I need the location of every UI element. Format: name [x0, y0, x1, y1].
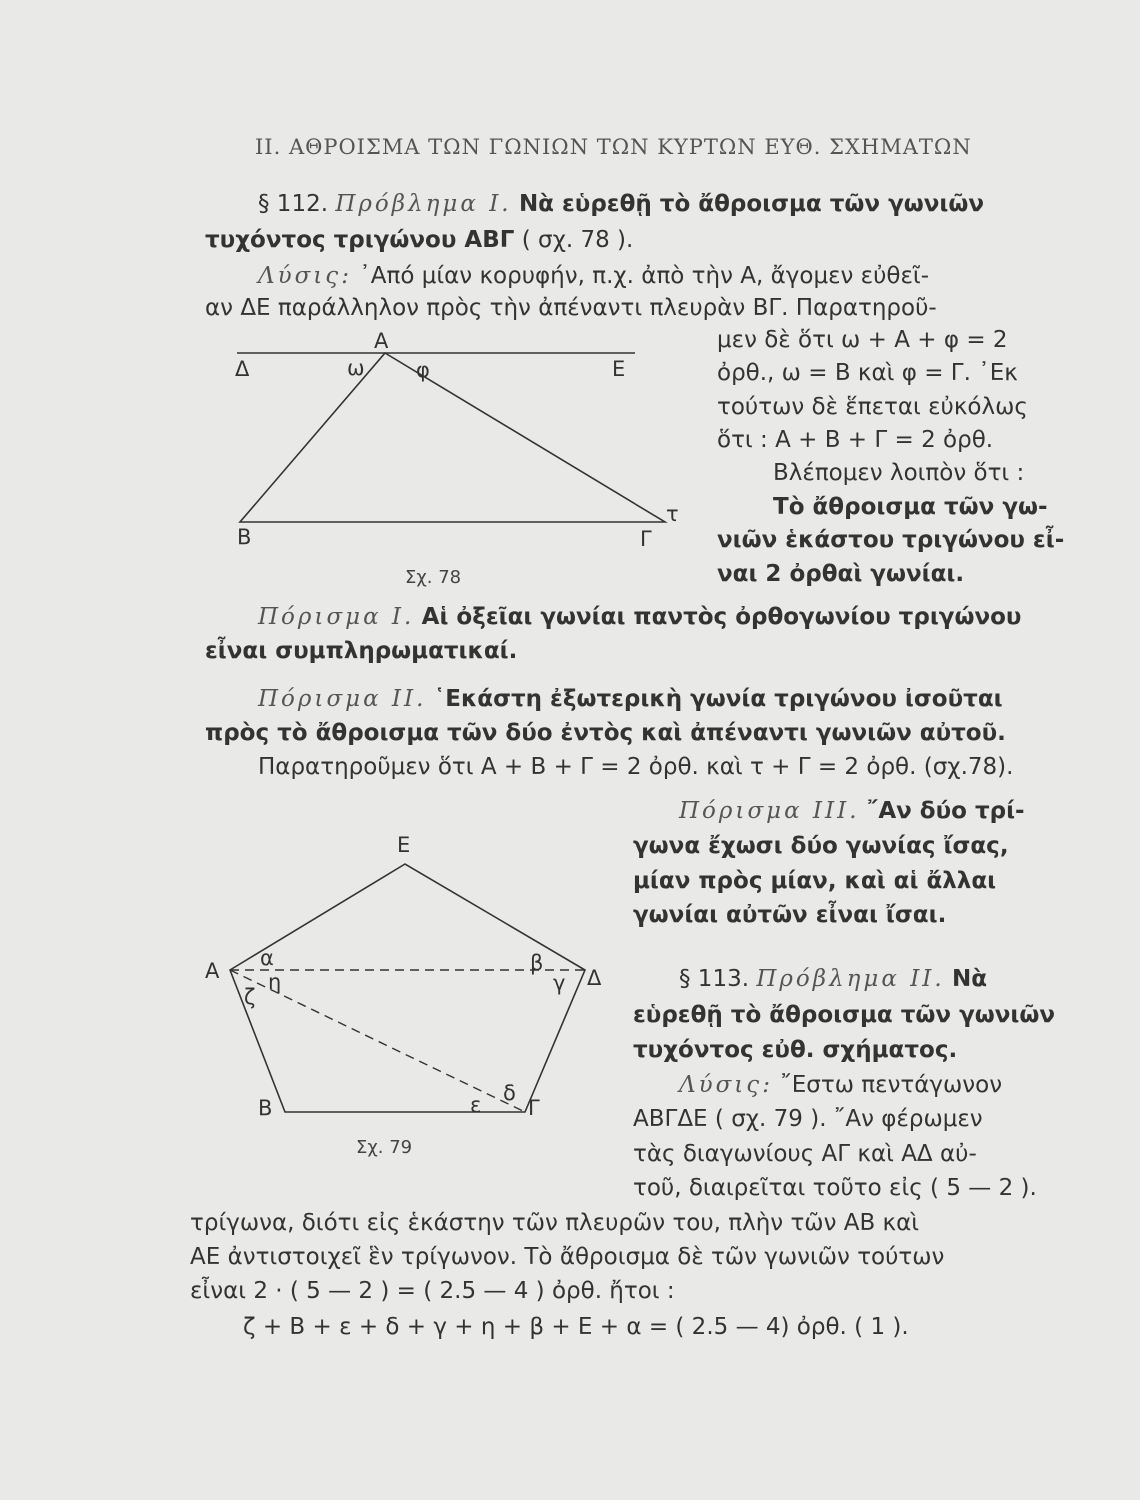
corollary-label: Πόρισμα II.	[258, 686, 427, 712]
fig79-vertex-a: Α	[205, 959, 220, 983]
solution-113-line-2: ΑΒΓΔΕ ( σχ. 79 ). ῎Αν φέρωμεν	[633, 1106, 983, 1132]
problem-113-line-2: εὑρεθῇ τὸ ἄθροισμα τῶν γωνιῶν	[633, 1002, 1056, 1028]
section-113-heading	[679, 962, 987, 997]
solution-right-4: ὅτι : Α + Β + Γ = 2 ὀρθ.	[717, 427, 994, 453]
solution-113-line-6: ΑΕ ἀντιστοιχεῖ ἓν τρίγωνον. Τὸ ἄθροισμα δὲ τῶν γωνιῶν τούτων	[190, 1244, 945, 1270]
corollary-1-line-1	[258, 600, 1021, 635]
solution-text: ᾿Από μίαν κορυφήν, π.χ. ἀπὸ τὴν Α, ἄγομεν εὐθεῖ-	[359, 263, 930, 289]
fig79-vertex-d: Δ	[587, 966, 602, 990]
fig78-point-e: Ε	[612, 357, 626, 381]
section-number: § 112.	[258, 191, 329, 217]
solution-113-line-1	[679, 1068, 1002, 1103]
theorem-line-1: Τὸ ἄθροισμα τῶν γω-	[773, 494, 1048, 520]
corollary-2-line-3: Παρατηροῦμεν ὅτι Α + Β + Γ = 2 ὀρθ. καὶ τ + Γ = 2 ὀρθ. (σχ.78).	[258, 754, 1014, 780]
fig79-angle-alpha: α	[260, 946, 274, 970]
corollary-text: Αἱ ὀξεῖαι γωνίαι παντὸς ὀρθογωνίου τριγώνου	[421, 604, 1022, 630]
figure-ref: ( σχ. 78 ).	[521, 227, 634, 253]
problem-label: Πρόβλημα II.	[756, 966, 945, 992]
fig79-vertex-g: Γ	[528, 1096, 540, 1120]
fig79-angle-delta: δ	[503, 1081, 516, 1105]
corollary-2-line-1	[258, 682, 1003, 717]
solution-text: ῎Εστω πεντάγωνον	[780, 1072, 1003, 1098]
solution-113-line-5: τρίγωνα, διότι εἰς ἑκάστην τῶν πλευρῶν του, πλὴν τῶν ΑΒ καὶ	[190, 1210, 920, 1236]
fig79-vertex-b: Β	[258, 1096, 273, 1120]
corollary-1-line-2: εἶναι συμπληρωματικαί.	[205, 638, 518, 664]
section-112-heading	[258, 187, 984, 222]
problem-title: Νὰ	[952, 966, 988, 992]
fig78-angle-phi: φ	[416, 358, 430, 382]
corollary-2-line-2: πρὸς τὸ ἄθροισμα τῶν δύο ἐντὸς καὶ ἀπέναντι γωνιῶν αὐτοῦ.	[205, 720, 1006, 746]
problem-title-cont: τυχόντος τριγώνου ΑΒΓ	[205, 227, 515, 253]
theorem-line-3: ναι 2 ὀρθαὶ γωνίαι.	[717, 561, 965, 587]
triangle-abg	[240, 353, 665, 522]
solution-label: Λύσις:	[258, 263, 352, 289]
solution-113-line-4: τοῦ, διαιρεῖται τοῦτο εἰς ( 5 — 2 ).	[633, 1175, 1037, 1201]
corollary-3-line-1	[679, 794, 1025, 829]
fig79-vertex-e: Ε	[397, 833, 411, 857]
corollary-label: Πόρισμα I.	[258, 604, 415, 630]
fig79-angle-beta: β	[530, 951, 544, 975]
fig78-angle-omega: ω	[347, 356, 365, 380]
corollary-3-line-2: γωνα ἔχωσι δύο γωνίας ἴσας,	[633, 833, 1009, 859]
fig79-angle-epsilon: ε	[470, 1093, 482, 1117]
fig78-angle-tau: τ	[666, 502, 679, 526]
problem-113-line-3: τυχόντος εὐθ. σχήματος.	[633, 1037, 958, 1063]
problem-title-line2	[205, 223, 633, 258]
solution-line-1	[258, 259, 929, 294]
solution-line-2: αν ΔΕ παράλληλον πρὸς τὴν ἀπέναντι πλευρὰν ΒΓ. Παρατηροῦ-	[205, 295, 937, 321]
fig78-vertex-g: Γ	[640, 527, 652, 551]
equation-1: ζ + Β + ε + δ + γ + η + β + Ε + α = ( 2.5 — 4) ὀρθ. ( 1 ).	[243, 1314, 909, 1340]
fig78-vertex-a: Α	[374, 329, 389, 353]
corollary-3-line-4: γωνίαι αὐτῶν εἶναι ἴσαι.	[633, 902, 947, 928]
fig78-vertex-b: Β	[237, 525, 252, 549]
solution-113-line-3: τὰς διαγωνίους ΑΓ καὶ ΑΔ αὐ-	[633, 1141, 977, 1167]
corollary-3-line-3: μίαν πρὸς μίαν, καὶ αἱ ἄλλαι	[633, 868, 997, 894]
solution-label: Λύσις:	[679, 1072, 773, 1098]
fig79-caption: Σχ. 79	[356, 1137, 413, 1158]
fig79-angle-zeta: ζ	[244, 985, 256, 1009]
fig79-angle-gamma: γ	[553, 971, 566, 995]
solution-right-3: τούτων δὲ ἕπεται εὐκόλως	[717, 394, 1028, 420]
theorem-line-2: νιῶν ἑκάστου τριγώνου εἶ-	[717, 527, 1065, 553]
fig78-point-d: Δ	[235, 357, 250, 381]
problem-label: Πρόβλημα I.	[335, 191, 512, 217]
problem-title: Νὰ εὑρεθῇ τὸ ἄθροισμα τῶν γωνιῶν	[518, 191, 985, 217]
solution-right-1: μεν δὲ ὅτι ω + Α + φ = 2	[717, 327, 1008, 353]
fig78-caption: Σχ. 78	[405, 567, 462, 588]
section-number: § 113.	[679, 966, 750, 992]
solution-113-line-7: εἶναι 2 · ( 5 — 2 ) = ( 2.5 — 4 ) ὀρθ. ἤτοι :	[190, 1278, 675, 1304]
solution-right-2: ὀρθ., ω = Β καὶ φ = Γ. ᾿Εκ	[717, 360, 1018, 386]
corollary-text: ῾Εκάστη ἐξωτερικὴ γωνία τριγώνου ἰσοῦται	[433, 686, 1003, 712]
fig79-angle-eta: η	[268, 970, 282, 994]
corollary-text: ῎Αν δύο τρί-	[866, 798, 1025, 824]
pentagon-abgde	[230, 864, 585, 1112]
solution-right-5: Βλέπομεν λοιπὸν ὅτι :	[773, 460, 1025, 486]
running-header: II. ΑΘΡΟΙΣΜΑ ΤΩΝ ΓΩΝΙΩΝ ΤΩΝ ΚΥΡΤΩΝ ΕΥΘ. ΣΧΗΜΑΤΩΝ	[255, 135, 972, 159]
corollary-label: Πόρισμα III.	[679, 798, 860, 824]
